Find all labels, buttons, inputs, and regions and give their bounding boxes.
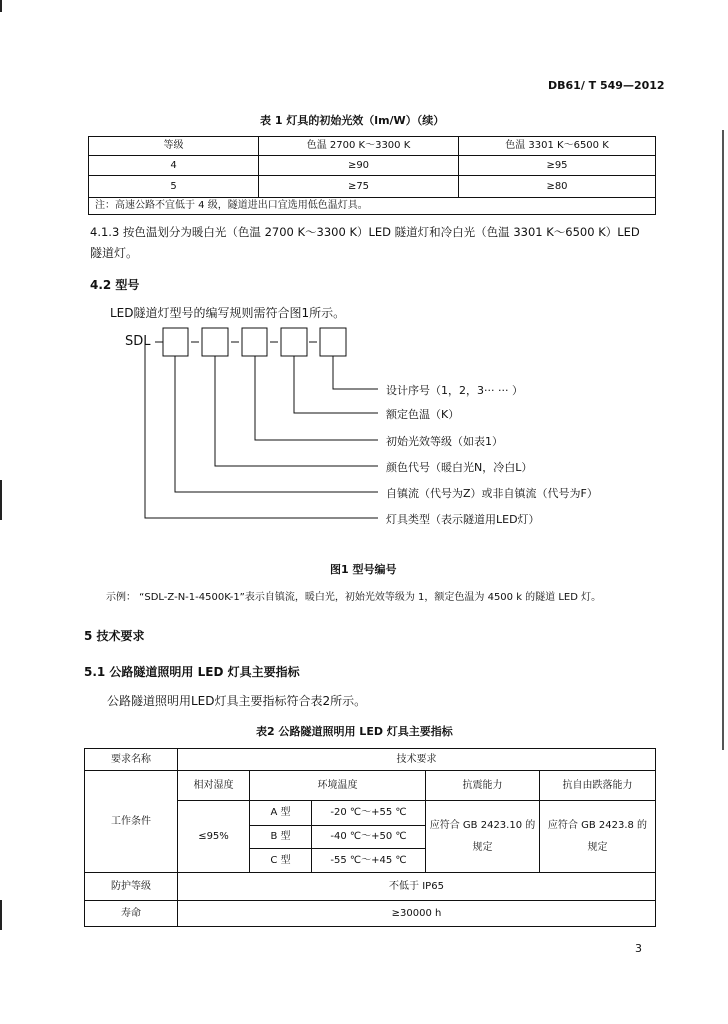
table2-drop-line2: 规定 [587, 841, 608, 853]
table1-cell: ≥95 [459, 156, 656, 176]
example-text: 示例： “SDL-Z-N-1-4500K-1”表示自镇流，暖白光，初始光效等级为 1，额定色温为 4500 k 的隧道 LED 灯。 [106, 592, 602, 603]
table1-cell: 4 [89, 156, 259, 176]
page-number: 3 [635, 942, 642, 955]
table2-range-a: -20 ℃～+55 ℃ [312, 801, 426, 826]
code-box-efficacy [242, 328, 267, 356]
table2-humidity-value: ≤95% [178, 801, 250, 873]
table2-sub-vibration: 抗震能力 [426, 771, 540, 801]
clause-4-1-3-line1: 4.1.3 按色温划分为暖白光（色温 2700 K～3300 K）LED 隧道灯和冷白光（色温 3301 K～6500 K）LED [90, 225, 640, 239]
figure1-label-ballast: 自镇流（代号为Z）或非自镇流（代号为F） [386, 487, 598, 500]
table1 [88, 136, 656, 215]
table2-lifetime-value: ≥30000 h [178, 901, 656, 927]
figure1-label-type: 灯具类型（表示隧道用LED灯） [386, 513, 540, 526]
section-5-1-body: 公路隧道照明用LED灯具主要指标符合表2所示。 [107, 694, 367, 708]
table2-vibration-value [426, 801, 540, 873]
table2-header-requirement-name: 要求名称 [85, 749, 178, 771]
figure1-label-cct: 额定色温（K） [386, 408, 460, 421]
table2-sub-humidity: 相对湿度 [178, 771, 250, 801]
figure1-label-efficacy: 初始光效等级（如表1） [386, 435, 503, 448]
table2 [84, 748, 656, 927]
scan-edge-mark-top [0, 0, 2, 12]
figure1-label-color: 颜色代号（暖白光N，冷白L） [386, 461, 533, 474]
figure1-caption: 图1 型号编号 [330, 563, 397, 576]
table1-title: 表 1 灯具的初始光效（lm/W）（续） [260, 114, 445, 127]
scan-edge-mark-left [0, 480, 2, 520]
figure1-label-serial: 设计序号（1，2，3··· ··· ） [386, 384, 523, 397]
figure1-prefix: SDL [125, 334, 151, 349]
section-4-2-heading: 4.2 型号 [90, 278, 140, 292]
table2-sub-free-fall: 抗自由跌落能力 [540, 771, 656, 801]
code-box-cct [281, 328, 307, 356]
scan-edge-mark-right [722, 130, 724, 750]
table1-header-grade: 等级 [89, 137, 259, 156]
document-code: DB61/ T 549—2012 [548, 79, 665, 92]
scan-edge-mark-left-lower [0, 900, 2, 930]
table2-row-working-conditions: 工作条件 [85, 771, 178, 873]
table1-note: 注：高速公路不宜低于 4 级，隧道进出口宜选用低色温灯具。 [89, 198, 656, 215]
code-box-type [163, 328, 188, 356]
table2-row-protection: 防护等级 [85, 873, 178, 901]
table2-vibration-line2: 规定 [472, 841, 493, 853]
table2-sub-ambient-temp: 环境温度 [250, 771, 426, 801]
section-4-2-body: LED隧道灯型号的编写规则需符合图1所示。 [110, 306, 346, 320]
table2-type-a: A 型 [250, 801, 312, 826]
table1-header-warm: 色温 2700 K～3300 K [259, 137, 459, 156]
table2-type-b: B 型 [250, 826, 312, 849]
table2-type-c: C 型 [250, 849, 312, 873]
table2-protection-value: 不低于 IP65 [178, 873, 656, 901]
clause-4-1-3-line2: 隧道灯。 [90, 246, 139, 260]
section-5-1-heading: 5.1 公路隧道照明用 LED 灯具主要指标 [84, 665, 300, 679]
table2-title: 表2 公路隧道照明用 LED 灯具主要指标 [256, 725, 453, 738]
code-box-color [202, 328, 228, 356]
code-box-serial [320, 328, 346, 356]
table2-range-b: -40 ℃～+50 ℃ [312, 826, 426, 849]
table2-drop-value [540, 801, 656, 873]
table1-cell: ≥80 [459, 176, 656, 198]
table2-vibration-line1: 应符合 GB 2423.10 的 [429, 819, 536, 831]
table2-row-lifetime: 寿命 [85, 901, 178, 927]
table2-drop-line1: 应符合 GB 2423.8 的 [547, 819, 648, 831]
table2-range-c: -55 ℃～+45 ℃ [312, 849, 426, 873]
section-5-heading: 5 技术要求 [84, 629, 145, 643]
table1-cell: ≥90 [259, 156, 459, 176]
table2-header-technical-requirement: 技术要求 [178, 749, 656, 771]
table1-cell: ≥75 [259, 176, 459, 198]
table1-cell: 5 [89, 176, 259, 198]
table1-header-cool: 色温 3301 K～6500 K [459, 137, 656, 156]
